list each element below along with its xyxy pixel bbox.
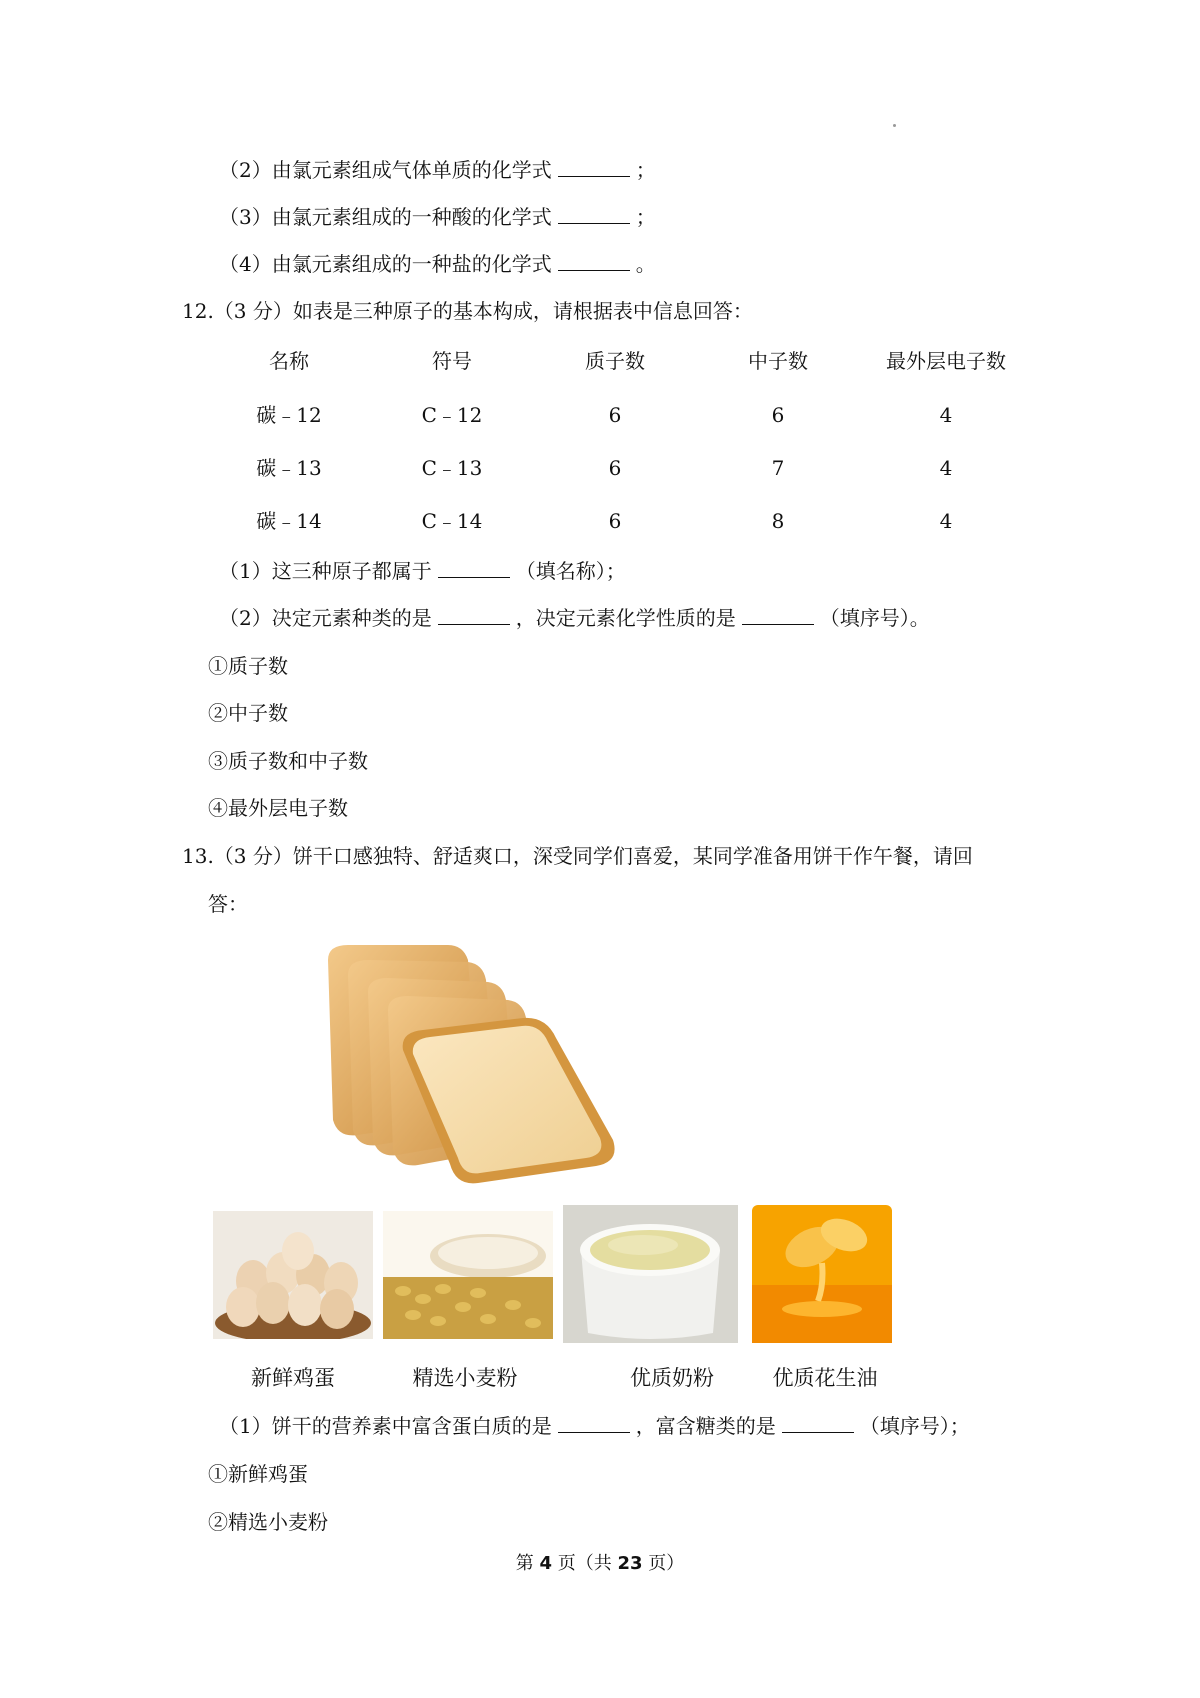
q12-sub-2 (219, 604, 930, 632)
answer-blank[interactable] (558, 205, 630, 224)
page-footer (0, 1550, 1200, 1578)
page-number: 4 (539, 1553, 552, 1574)
q12-sub-2-suffix: （填序号）。 (819, 606, 930, 630)
punct: 。 (635, 252, 656, 276)
q12-option: ④最外层电子数 (208, 796, 348, 820)
wheat-flour-image (383, 1211, 553, 1339)
q12-option: ③质子数和中子数 (208, 749, 368, 773)
page-total: 23 (617, 1553, 643, 1574)
answer-blank[interactable] (558, 1414, 630, 1433)
table-cell: C﹣13 (421, 456, 483, 480)
table-cell: 8 (771, 509, 785, 533)
q12-sub-2-middle: ，决定元素化学性质的是 (515, 606, 736, 630)
table-cell: 6 (771, 403, 785, 427)
footer-suffix: 页） (648, 1553, 685, 1574)
table-cell: 7 (771, 456, 785, 480)
q12-sub-1-suffix: （填名称）； (515, 559, 626, 583)
answer-blank[interactable] (438, 606, 510, 625)
caption-peanut-oil: 优质花生油 (772, 1366, 878, 1390)
punct: ； (635, 158, 656, 182)
footer-prefix: 第 (515, 1553, 534, 1574)
q12-sub-1 (219, 557, 626, 585)
footer-middle: 页（共 (557, 1553, 612, 1574)
table-cell: C﹣14 (421, 509, 483, 533)
q13-sub-1-middle: ，富含糖类的是 (635, 1414, 776, 1438)
table-cell: C﹣12 (421, 403, 483, 427)
q13-sub-1-text: （1）饼干的营养素中富含蛋白质的是 (219, 1414, 552, 1438)
answer-blank[interactable] (782, 1414, 854, 1433)
q11-item-3 (219, 203, 656, 231)
answer-blank[interactable] (558, 252, 630, 271)
q11-item-4-text: （4）由氯元素组成的一种盐的化学式 (219, 252, 552, 276)
q13-stem-line-2: 答： (208, 892, 248, 916)
table-cell: 碳﹣12 (256, 403, 322, 427)
answer-blank[interactable] (742, 606, 814, 625)
caption-milk-powder: 优质奶粉 (630, 1366, 714, 1390)
q13-option: ①新鲜鸡蛋 (208, 1462, 308, 1486)
q12-stem: 12.（3 分）如表是三种原子的基本构成，请根据表中信息回答： (182, 299, 753, 323)
table-header-protons: 质子数 (585, 349, 645, 373)
q12-option: ②中子数 (208, 701, 288, 725)
q12-sub-2-text: （2）决定元素种类的是 (219, 606, 432, 630)
punct: ； (635, 205, 656, 229)
q13-sub-1 (219, 1412, 970, 1440)
q11-item-3-text: （3）由氯元素组成的一种酸的化学式 (219, 205, 552, 229)
q12-option: ①质子数 (208, 654, 288, 678)
peanut-oil-icon (752, 1205, 892, 1343)
answer-blank[interactable] (438, 559, 510, 578)
q13-stem-line-1: 13.（3 分）饼干口感独特、舒适爽口，深受同学们喜爱，某同学准备用饼干作午餐，请回 (182, 844, 973, 868)
table-cell: 6 (608, 403, 622, 427)
q11-item-4 (219, 250, 656, 278)
table-cell: 4 (939, 456, 953, 480)
fresh-eggs-image (213, 1211, 373, 1339)
table-cell: 4 (939, 403, 953, 427)
q11-item-2-text: （2）由氯元素组成气体单质的化学式 (219, 158, 552, 182)
wheat-flour-icon (383, 1211, 553, 1339)
milk-powder-image (563, 1205, 738, 1343)
table-cell: 碳﹣14 (256, 509, 322, 533)
table-header-neutrons: 中子数 (748, 349, 808, 373)
scan-dot (893, 124, 896, 127)
q13-option: ②精选小麦粉 (208, 1510, 328, 1534)
milk-powder-icon (563, 1205, 738, 1343)
q11-item-2 (219, 156, 656, 184)
egg-basket-icon (213, 1211, 373, 1339)
table-header-symbol: 符号 (432, 349, 472, 373)
peanut-oil-image (752, 1205, 892, 1343)
q13-sub-1-suffix: （填序号）； (859, 1414, 970, 1438)
table-cell: 碳﹣13 (256, 456, 322, 480)
table-cell: 6 (608, 509, 622, 533)
caption-fresh-eggs: 新鲜鸡蛋 (251, 1366, 335, 1390)
answer-blank[interactable] (558, 158, 630, 177)
q12-sub-1-text: （1）这三种原子都属于 (219, 559, 432, 583)
table-cell: 6 (608, 456, 622, 480)
caption-wheat-flour: 精选小麦粉 (412, 1366, 518, 1390)
table-header-valence: 最外层电子数 (886, 349, 1006, 373)
bread-slices-image (318, 940, 618, 1185)
table-cell: 4 (939, 509, 953, 533)
table-header-name: 名称 (269, 349, 309, 373)
bread-slices-icon (318, 940, 618, 1185)
